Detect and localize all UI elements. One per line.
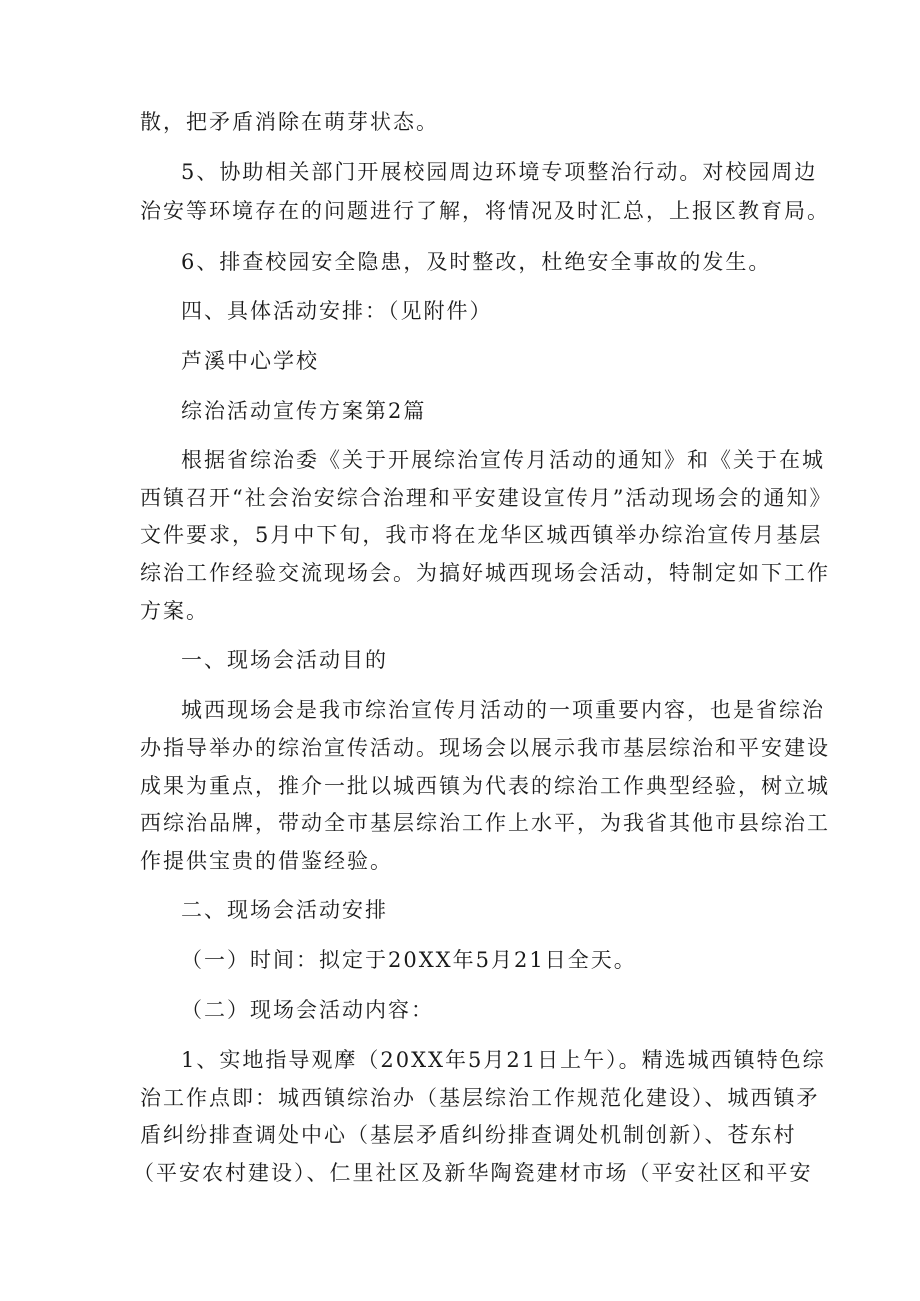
section-title: 综治活动宣传方案第2篇 (181, 399, 427, 423)
text-line: 综治工作经验交流现场会。为搞好城西现场会活动，特制定如下工作 (140, 561, 830, 585)
text-line: （二）现场会活动内容： (181, 998, 434, 1022)
text-line: 6、排查校园安全隐患，及时整改，杜绝安全事故的发生。 (181, 250, 772, 274)
text-line: 根据省综治委《关于开展综治宣传月活动的通知》和《关于在城 (181, 448, 825, 472)
text-line: 城西现场会是我市综治宣传月活动的一项重要内容，也是省综治 (181, 698, 825, 722)
text-line: （平安农村建设）、仁里社区及新华陶瓷建材市场（平安社区和平安 (133, 1161, 813, 1185)
text-line: 成果为重点，推介一批以城西镇为代表的综治工作典型经验，树立城 (140, 774, 830, 798)
text-line: （一）时间：拟定于20XX年5月21日全天。 (181, 948, 637, 972)
text-line: 5、协助相关部门开展校园周边环境专项整治行动。对校园周边 (181, 160, 818, 184)
text-line: 芦溪中心学校 (181, 349, 319, 373)
section-heading: 一、现场会活动目的 (181, 648, 388, 672)
text-line: 治工作点即：城西镇综治办（基层综治工作规范化建设）、城西镇矛 (140, 1086, 820, 1110)
text-line: 西镇召开“社会治安综合治理和平安建设宣传月”活动现场会的通知》 (140, 486, 833, 510)
text-line: 散，把矛盾消除在萌芽状态。 (140, 110, 439, 134)
text-line: 作提供宝贵的借鉴经验。 (140, 849, 393, 873)
text-line: 西综治品牌，带动全市基层综治工作上水平，为我省其他市县综治工 (140, 811, 830, 835)
text-line: 方案。 (140, 599, 209, 623)
section-heading: 二、现场会活动安排 (181, 898, 388, 922)
text-line: 盾纠纷排查调处中心（基层矛盾纠纷排查调处机制创新）、苍东村 (140, 1123, 797, 1147)
text-line: 1、实地指导观摩（20XX年5月21日上午）。精选城西镇特色综 (181, 1048, 826, 1072)
text-line: 办指导举办的综治宣传活动。现场会以展示我市基层综治和平安建设 (140, 736, 830, 760)
text-line: 四、具体活动安排：（见附件） (181, 299, 493, 323)
text-line: 文件要求，5月中下旬，我市将在龙华区城西镇举办综治宣传月基层 (140, 523, 823, 547)
text-line: 治安等环境存在的问题进行了解，将情况及时汇总，上报区教育局。 (140, 199, 830, 223)
